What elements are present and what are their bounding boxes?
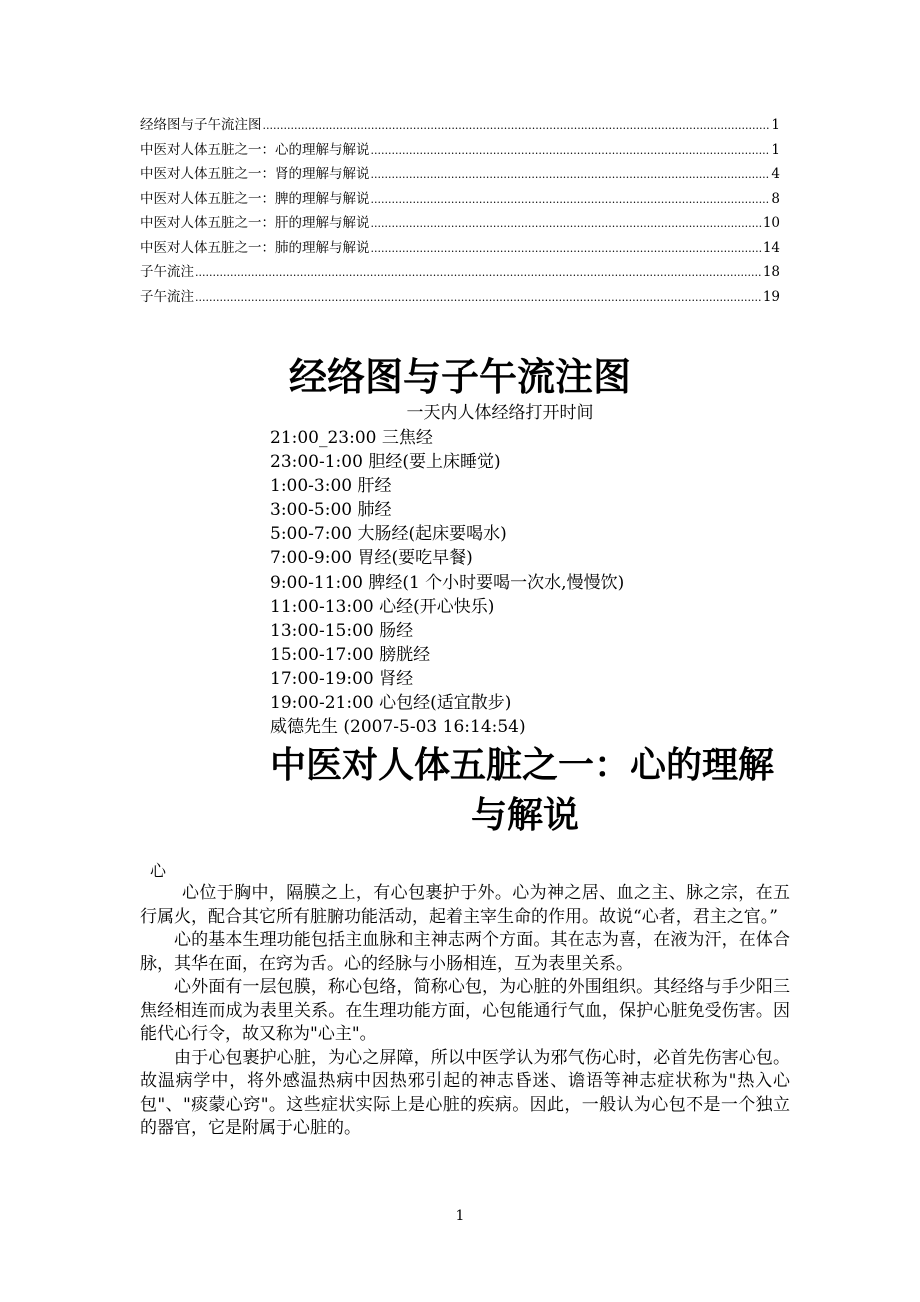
table-of-contents	[140, 113, 780, 309]
toc-dot-leader	[195, 286, 762, 311]
toc-entry[interactable]	[140, 113, 780, 138]
toc-entry-page: 1	[771, 141, 780, 158]
toc-entry-page: 4	[771, 166, 780, 182]
toc-dot-leader	[195, 261, 762, 286]
section-subtitle: 一天内人体经络打开时间	[406, 403, 594, 423]
toc-entry-title: 中医对人体五脏之一：脾的理解与解说	[140, 190, 370, 207]
schedule-item: 1:00-3:00 肝经	[270, 476, 392, 497]
schedule-item: 19:00-21:00 心包经(适宜散步)	[270, 693, 512, 714]
toc-dot-leader	[263, 114, 771, 139]
toc-dot-leader	[371, 163, 771, 188]
toc-entry-page: 1	[771, 117, 780, 133]
toc-dot-leader	[371, 212, 762, 237]
body-paragraph: 心外面有一层包膜，称心包络，简称心包，为心脏的外围组织。其经络与手少阳三焦经相连而成为表里关系。在生理功能方面，心包能通行气血，保护心脏免受伤害。因能代心行令，故又称为"心主"。	[140, 977, 790, 1044]
author-signature: 威德先生 (2007-5-03 16:14:54)	[270, 717, 526, 738]
toc-entry-title: 中医对人体五脏之一：肺的理解与解说	[140, 239, 370, 256]
toc-entry[interactable]	[140, 260, 780, 285]
section-title-line-2: 与解说	[470, 794, 579, 836]
body-paragraph: 心的基本生理功能包括主血脉和主神志两个方面。其在志为喜，在液为汗，在体合脉，其华在面，在窍为舌。心的经脉与小肠相连，互为表里关系。	[140, 930, 790, 974]
toc-entry-title: 经络图与子午流注图	[140, 117, 262, 133]
toc-entry[interactable]	[140, 236, 780, 261]
toc-entry[interactable]	[140, 285, 780, 310]
body-paragraph: 由于心包裹护心脏，为心之屏障，所以中医学认为邪气伤心时，必首先伤害心包。故温病学中，将外感温热病中因热邪引起的神志昏迷、谵语等神志症状称为"热入心包"、"痰蒙心窍"。这些症状实际上是心脏的疾病。因此，一般认为心包不是一个独立的器官，它是附属于心脏的。	[140, 1047, 790, 1138]
page-number: 1	[455, 1208, 465, 1224]
body-paragraph: 心位于胸中，隔膜之上，有心包裹护于外。心为神之居、血之主、脉之宗，在五行属火，配合其它所有脏腑功能活动，起着主宰生命的作用。故说“心者，君主之官。”	[140, 883, 790, 927]
toc-entry[interactable]	[140, 138, 780, 163]
toc-dot-leader	[371, 237, 762, 262]
section-title-heart	[140, 740, 790, 840]
toc-entry-title: 中医对人体五脏之一：心的理解与解说	[140, 141, 370, 158]
schedule-item: 11:00-13:00 心经(开心快乐)	[270, 596, 495, 617]
schedule-item: 21:00_23:00 三焦经	[270, 428, 433, 448]
toc-entry-page: 14	[762, 239, 780, 256]
section-title-line-1: 中医对人体五脏之一：心的理解	[270, 744, 775, 786]
toc-entry[interactable]	[140, 211, 780, 236]
schedule-item: 23:00-1:00 胆经(要上床睡觉)	[270, 452, 501, 473]
schedule-item: 9:00-11:00 脾经(1 个小时要喝一次水,慢慢饮)	[270, 572, 625, 593]
schedule-item: 3:00-5:00 肺经	[270, 500, 392, 521]
schedule-item: 17:00-19:00 肾经	[270, 668, 414, 689]
toc-entry-page: 8	[771, 190, 780, 207]
schedule-item: 5:00-7:00 大肠经(起床要喝水)	[270, 524, 507, 545]
section-title-meridian-chart: 经络图与子午流注图	[288, 354, 631, 399]
toc-entry[interactable]	[140, 162, 780, 187]
schedule-item: 7:00-9:00 胃经(要吃早餐)	[270, 548, 473, 569]
toc-entry-page: 18	[762, 264, 780, 280]
toc-entry[interactable]	[140, 187, 780, 212]
toc-dot-leader	[371, 139, 771, 164]
toc-entry-title: 中医对人体五脏之一：肝的理解与解说	[140, 215, 370, 231]
schedule-item: 13:00-15:00 肠经	[270, 620, 414, 641]
toc-entry-page: 10	[762, 215, 780, 231]
toc-entry-title: 子午流注	[140, 288, 194, 305]
toc-dot-leader	[371, 188, 771, 213]
meridian-schedule-list	[270, 426, 624, 739]
schedule-item: 15:00-17:00 膀胱经	[270, 644, 431, 665]
section-body	[140, 882, 790, 1141]
toc-entry-page: 19	[762, 288, 780, 305]
toc-entry-title: 子午流注	[140, 264, 194, 280]
organ-label: 心	[150, 861, 167, 880]
toc-entry-title: 中医对人体五脏之一：肾的理解与解说	[140, 166, 370, 182]
